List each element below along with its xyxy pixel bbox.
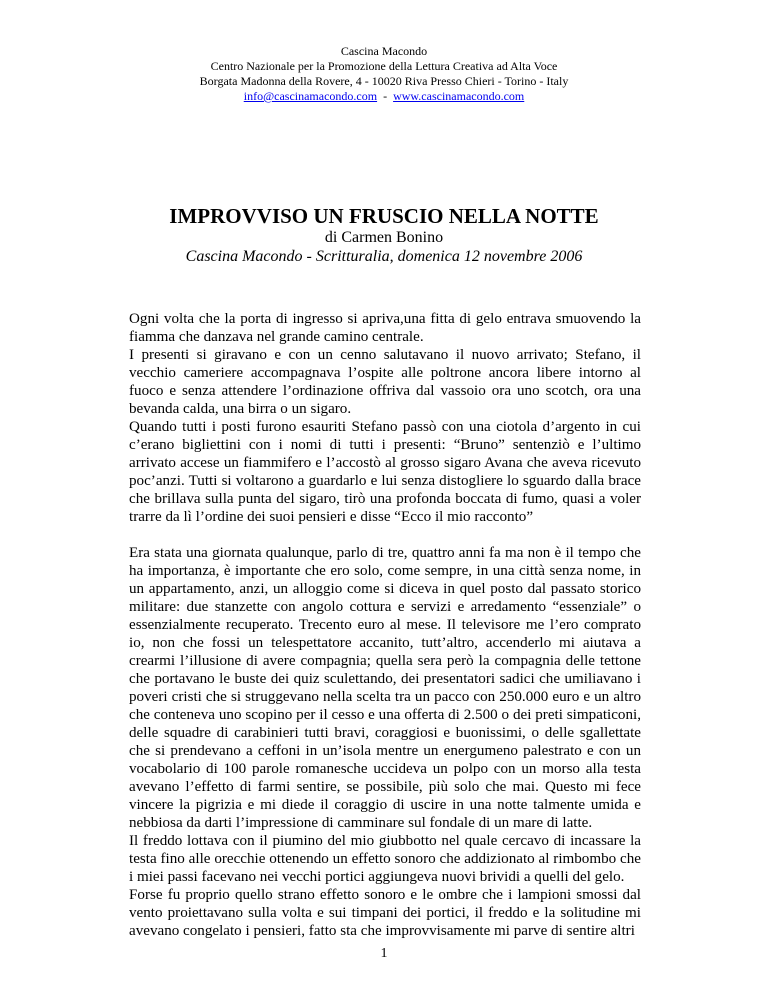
contact-line (0, 89, 768, 104)
story-body (129, 310, 641, 940)
org-name: Cascina Macondo (340, 44, 428, 58)
paragraph: Era stata una giornata qualunque, parlo di tre, quattro anni fa ma non è il tempo che ha importanza, è importante che ero solo, come sempre, in una città senza nome, in un appartamento, anzi, un alloggio come si diceva in quel posto dal passato storico militare: due stanzette con angolo cottura e servizi e arredamento “essenziale” o essenzialmente recuperato. Trecento euro al mese. Il televisore me l’ero comprato io, non che fossi un telespettatore accanito, tutt’altro, accenderlo mi aiutava a crearmi l’illusione di avere compagnia; quella sera però la compagnia delle tettone che portavano le buste dei quiz sculettando, dei presentatori sadici che umiliavano i poveri cristi che si struggevano nella scelta tra un pacco con 250.000 euro e un altro che conteneva uno scopino per il cesso e una offerta di 2.500 o dei preti simpaticoni, delle squadre di carabinieri tutti bravi, coraggiosi e buonissimi, o delle sgallettate che si prendevano a ceffoni in un’isola mentre un energumeno palestrato e con un vocabolario di 100 parole romanesche uccideva un polpo con un morso alla testa avevano l’effetto di farmi sentire, se possibile, più solo che mai. Questo mi fece vincere la pigrizia e mi diede il coraggio di uscire in una notte talmente umida e nebbiosa da darti l’impressione di camminare sul fondale di un mare di latte. Il freddo lottava con il piumino del mio giubbotto nel quale cercavo di incassare la testa fino alle orecchie ottenendo un effetto sonoro che addizionato al rimbombo che i miei passi facevano nei vecchi portici aggiungeva nuovi brividi a quelli del gelo. Forse fu proprio quello strano effetto sonoro e le ombre che i lampioni smossi dal vento proiettavano sulla volta e sui timpani dei portici, il freddo e la solitudine mi avevano congelato i pensieri, fatto sta che improvvisamente mi parve di sentire altri (129, 545, 641, 939)
story-author: di Carmen Bonino (324, 229, 444, 246)
paragraph: Ogni volta che la porta di ingresso si apriva,una fitta di gelo entrava smuovendo la fiamma che danzava nel grande camino centrale. I presenti si giravano e con un cenno salutavano il nuovo arrivato; Stefano, il vecchio cameriere accompagnava l’ospite alle poltrone ancora libere intorno al fuoco e senza attendere l’ordinazione offriva dal vassoio ora uno scotch, ora una bevanda calda, una birra o un sigaro. Quando tutti i posti furono esauriti Stefano passò con una ciotola d’argento in cui c’erano bigliettini con i nomi di tutti i presenti: “Bruno” sentenziò e l’ultimo arrivato accese un fiammifero e l’accostò al grosso sigaro Avana che aveva ricevuto poc’anzi. Tutti si voltarono a guardarlo e lui senza distogliere lo sguardo dalla brace che brillava sulla punta del sigaro, tirò una profonda boccata di fumo, quasi a voler trarre da lì l’ordine dei suoi pensieri e disse “Ecco il mio racconto” (129, 311, 641, 525)
org-address: Borgata Madonna della Rovere, 4 - 10020 Riva Presso Chieri - Torino - Italy (199, 74, 569, 88)
story-source: Cascina Macondo - Scritturalia, domenica 12 novembre 2006 (185, 248, 583, 265)
website-link[interactable]: www.cascinamacondo.com (393, 89, 525, 103)
org-description: Centro Nazionale per la Promozione della Lettura Creativa ad Alta Voce (210, 59, 558, 73)
email-link[interactable]: info@cascinamacondo.com (243, 89, 378, 103)
contact-separator: - (377, 89, 394, 103)
page-number: 1 (380, 946, 388, 961)
title-block (0, 204, 768, 266)
story-title: IMPROVVISO UN FRUSCIO NELLA NOTTE (169, 204, 599, 228)
letterhead (0, 44, 768, 104)
